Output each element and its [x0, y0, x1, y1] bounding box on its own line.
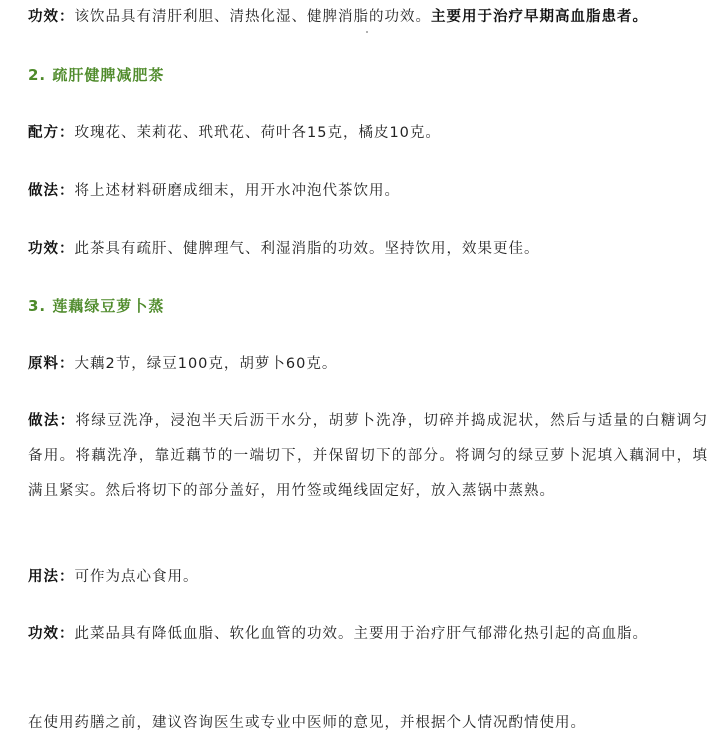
- recipe-2-formula: [28, 116, 708, 151]
- stray-dot-mark: [366, 31, 368, 33]
- recipe-3-usage: [28, 560, 708, 595]
- recipe-3-method-label: 做法：: [28, 413, 76, 429]
- recipe-3-heading: 3. 莲藕绿豆萝卜蒸: [28, 297, 165, 315]
- recipe-2-method: [28, 174, 708, 209]
- recipe-2-method-text: 将上述材料研磨成细末，用开水冲泡代茶饮用。: [74, 183, 400, 199]
- recipe-3-effect-label: 功效：: [28, 626, 75, 642]
- recipe-2-method-label: 做法：: [28, 183, 75, 199]
- recipe-3-effect: [28, 617, 708, 652]
- footer-note: 在使用药膳之前，建议咨询医生或专业中医师的意见，并根据个人情况酌情使用。: [28, 715, 586, 731]
- intro-effect-emphasis: 主要用于治疗早期高血脂患者。: [431, 9, 648, 25]
- recipe-3-effect-text: 此菜品具有降低血脂、软化血管的功效。主要用于治疗肝气郁滞化热引起的高血脂。: [74, 626, 648, 642]
- recipe-3-method-text: 将绿豆洗净，浸泡半天后沥干水分，胡萝卜洗净，切碎并捣成泥状，然后与适量的白糖调匀备用。将藕洗净，靠近藕节的一端切下，并保留切下的部分。将调匀的绿豆萝卜泥填入藕洞中，填满且紧实。然后将切下的部分盖好，用竹签或绳线固定好，放入蒸锅中蒸熟。: [28, 413, 709, 499]
- recipe-3-ingredients-label: 原料：: [28, 356, 75, 372]
- intro-effect: [28, 0, 708, 35]
- recipe-3-usage-text: 可作为点心食用。: [74, 569, 199, 585]
- intro-effect-label: 功效：: [28, 9, 75, 25]
- recipe-2-effect-text: 此茶具有疏肝、健脾理气、利湿消脂的功效。坚持饮用，效果更佳。: [74, 241, 540, 257]
- intro-effect-text: 该饮品具有清肝利胆、清热化湿、健脾消脂的功效。: [74, 9, 431, 25]
- recipe-2-heading: 2. 疏肝健脾减肥茶: [28, 66, 165, 84]
- recipe-2-effect: [28, 232, 708, 267]
- recipe-3-usage-label: 用法：: [28, 569, 75, 585]
- recipe-2-effect-label: 功效：: [28, 241, 75, 257]
- recipe-2-formula-text: 玫瑰花、茉莉花、玳玳花、荷叶各15克，橘皮10克。: [74, 125, 441, 141]
- recipe-3-method: [28, 404, 708, 509]
- recipe-3-ingredients-text: 大藕2节，绿豆100克，胡萝卜60克。: [74, 356, 338, 372]
- recipe-3-ingredients: [28, 347, 708, 382]
- recipe-2-formula-label: 配方：: [28, 125, 75, 141]
